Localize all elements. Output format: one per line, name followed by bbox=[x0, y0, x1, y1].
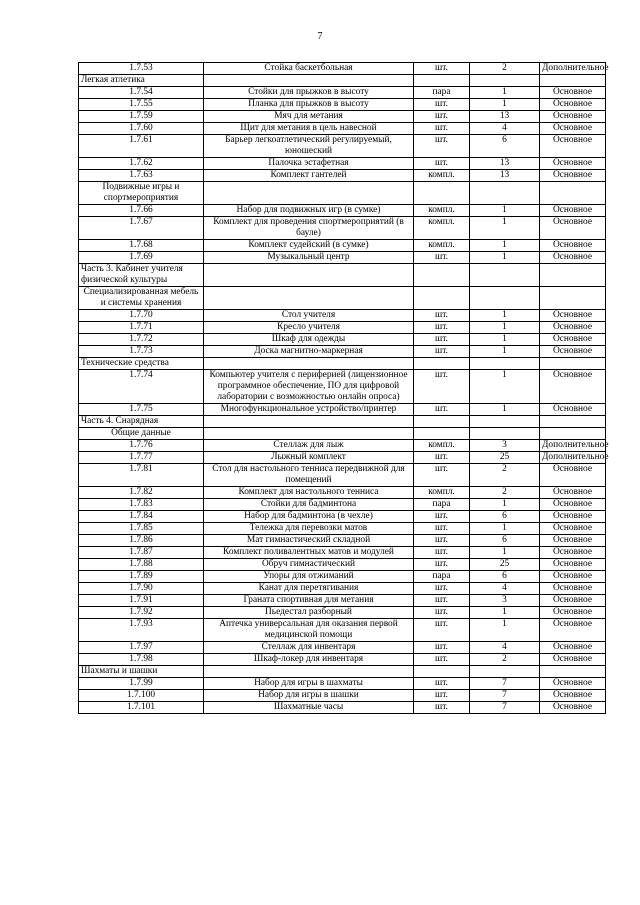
item-quantity-cell: 1 bbox=[470, 547, 540, 559]
table-row bbox=[79, 535, 606, 547]
empty-cell bbox=[414, 287, 470, 310]
item-type-cell: Основное bbox=[540, 217, 606, 240]
table-row bbox=[79, 99, 606, 111]
section-row bbox=[79, 416, 606, 428]
item-type-cell: Основное bbox=[540, 87, 606, 99]
item-number-cell: 1.7.59 bbox=[79, 111, 204, 123]
item-quantity-cell: 2 bbox=[470, 654, 540, 666]
empty-cell bbox=[540, 666, 606, 678]
item-name-cell: Тележка для перевозки матов bbox=[204, 523, 414, 535]
section-title-cell: Легкая атлетика bbox=[79, 75, 204, 87]
equipment-table-body bbox=[79, 63, 609, 714]
table-row bbox=[79, 511, 606, 523]
empty-cell bbox=[204, 75, 414, 87]
empty-cell bbox=[470, 287, 540, 310]
item-unit-cell: шт. bbox=[414, 642, 470, 654]
item-name-cell: Обруч гимнастический bbox=[204, 559, 414, 571]
item-name-cell: Стеллаж для лыж bbox=[204, 440, 414, 452]
item-name-cell: Пьедестал разборный bbox=[204, 607, 414, 619]
item-quantity-cell: 13 bbox=[470, 158, 540, 170]
item-unit-cell: шт. bbox=[414, 135, 470, 158]
item-unit-cell: шт. bbox=[414, 63, 470, 75]
item-number-cell: 1.7.84 bbox=[79, 511, 204, 523]
item-number-cell: 1.7.100 bbox=[79, 690, 204, 702]
empty-cell bbox=[204, 264, 414, 287]
table-row bbox=[79, 322, 606, 334]
empty-cell bbox=[414, 264, 470, 287]
item-quantity-cell: 1 bbox=[470, 370, 540, 404]
item-number-cell: 1.7.86 bbox=[79, 535, 204, 547]
item-name-cell: Упоры для отжиманий bbox=[204, 571, 414, 583]
table-row bbox=[79, 346, 606, 358]
item-unit-cell: шт. bbox=[414, 464, 470, 487]
empty-cell bbox=[414, 416, 470, 428]
item-number-cell: 1.7.72 bbox=[79, 334, 204, 346]
item-name-cell: Канат для перетягивания bbox=[204, 583, 414, 595]
table-row bbox=[79, 678, 606, 690]
item-unit-cell: шт. bbox=[414, 404, 470, 416]
item-quantity-cell: 13 bbox=[470, 111, 540, 123]
item-number-cell: 1.7.97 bbox=[79, 642, 204, 654]
table-row bbox=[79, 607, 606, 619]
item-unit-cell: компл. bbox=[414, 205, 470, 217]
item-unit-cell: шт. bbox=[414, 654, 470, 666]
item-number-cell: 1.7.76 bbox=[79, 440, 204, 452]
item-number-cell: 1.7.85 bbox=[79, 523, 204, 535]
item-number-cell: 1.7.61 bbox=[79, 135, 204, 158]
item-name-cell: Комплект для проведения спортмероприятий (в бауле) bbox=[204, 217, 414, 240]
item-number-cell: 1.7.67 bbox=[79, 217, 204, 240]
item-type-cell: Дополнительное bbox=[540, 63, 606, 75]
item-type-cell: Основное bbox=[540, 310, 606, 322]
item-name-cell: Аптечка универсальная для оказания первой медицинской помощи bbox=[204, 619, 414, 642]
item-name-cell: Стойка баскетбольная bbox=[204, 63, 414, 75]
item-unit-cell: шт. bbox=[414, 583, 470, 595]
section-row bbox=[79, 264, 606, 287]
item-name-cell: Компьютер учителя с периферией (лицензионное программное обеспечение, ПО для цифровой лаборатории с возможностью онлайн опроса) bbox=[204, 370, 414, 404]
empty-cell bbox=[470, 75, 540, 87]
table-row bbox=[79, 464, 606, 487]
item-type-cell: Основное bbox=[540, 346, 606, 358]
item-name-cell: Доска магнитно-маркерная bbox=[204, 346, 414, 358]
item-number-cell: 1.7.71 bbox=[79, 322, 204, 334]
item-name-cell: Граната спортивная для метания bbox=[204, 595, 414, 607]
item-type-cell: Основное bbox=[540, 535, 606, 547]
empty-cell bbox=[470, 416, 540, 428]
item-name-cell: Щит для метания в цель навесной bbox=[204, 123, 414, 135]
item-unit-cell: шт. bbox=[414, 619, 470, 642]
empty-cell bbox=[414, 666, 470, 678]
table-row bbox=[79, 559, 606, 571]
item-name-cell: Планка для прыжков в высоту bbox=[204, 99, 414, 111]
empty-cell bbox=[204, 182, 414, 205]
item-number-cell: 1.7.60 bbox=[79, 123, 204, 135]
item-name-cell: Шкаф-локер для инвентаря bbox=[204, 654, 414, 666]
section-row bbox=[79, 75, 606, 87]
item-quantity-cell: 1 bbox=[470, 607, 540, 619]
empty-cell bbox=[470, 358, 540, 370]
item-type-cell: Основное bbox=[540, 205, 606, 217]
item-unit-cell: шт. bbox=[414, 678, 470, 690]
item-type-cell: Основное bbox=[540, 240, 606, 252]
item-unit-cell: шт. bbox=[414, 690, 470, 702]
item-quantity-cell: 1 bbox=[470, 619, 540, 642]
item-unit-cell: шт. bbox=[414, 322, 470, 334]
item-type-cell: Основное bbox=[540, 334, 606, 346]
item-type-cell: Дополнительное bbox=[540, 452, 606, 464]
item-type-cell: Основное bbox=[540, 99, 606, 111]
item-name-cell: Комплект гантелей bbox=[204, 170, 414, 182]
empty-cell bbox=[204, 287, 414, 310]
item-quantity-cell: 7 bbox=[470, 702, 540, 714]
empty-cell bbox=[470, 666, 540, 678]
item-name-cell: Комплект судейский (в сумке) bbox=[204, 240, 414, 252]
item-quantity-cell: 2 bbox=[470, 63, 540, 75]
item-name-cell: Стол учителя bbox=[204, 310, 414, 322]
item-number-cell: 1.7.63 bbox=[79, 170, 204, 182]
empty-cell bbox=[540, 416, 606, 428]
item-unit-cell: компл. bbox=[414, 170, 470, 182]
item-type-cell: Основное bbox=[540, 702, 606, 714]
table-row bbox=[79, 702, 606, 714]
subsection-row bbox=[79, 182, 606, 205]
subsection-row bbox=[79, 287, 606, 310]
item-number-cell: 1.7.93 bbox=[79, 619, 204, 642]
item-name-cell: Музыкальный центр bbox=[204, 252, 414, 264]
item-type-cell: Основное bbox=[540, 252, 606, 264]
item-number-cell: 1.7.98 bbox=[79, 654, 204, 666]
item-quantity-cell: 1 bbox=[470, 523, 540, 535]
section-title-cell: Специализированная мебель и системы хранения bbox=[79, 287, 204, 310]
item-number-cell: 1.7.54 bbox=[79, 87, 204, 99]
item-name-cell: Комплект для настольного тенниса bbox=[204, 487, 414, 499]
item-unit-cell: шт. bbox=[414, 547, 470, 559]
item-name-cell: Палочка эстафетная bbox=[204, 158, 414, 170]
item-quantity-cell: 1 bbox=[470, 499, 540, 511]
item-quantity-cell: 6 bbox=[470, 135, 540, 158]
item-unit-cell: шт. bbox=[414, 370, 470, 404]
empty-cell bbox=[540, 264, 606, 287]
item-unit-cell: шт. bbox=[414, 123, 470, 135]
item-number-cell: 1.7.53 bbox=[79, 63, 204, 75]
empty-cell bbox=[540, 182, 606, 205]
item-name-cell: Набор для подвижных игр (в сумке) bbox=[204, 205, 414, 217]
item-unit-cell: шт. bbox=[414, 158, 470, 170]
item-number-cell: 1.7.66 bbox=[79, 205, 204, 217]
item-unit-cell: шт. bbox=[414, 252, 470, 264]
item-quantity-cell: 2 bbox=[470, 487, 540, 499]
item-number-cell: 1.7.74 bbox=[79, 370, 204, 404]
section-title-cell: Часть 3. Кабинет учителя физической культуры bbox=[79, 264, 204, 287]
empty-cell bbox=[540, 287, 606, 310]
item-number-cell: 1.7.83 bbox=[79, 499, 204, 511]
item-name-cell: Барьер легкоатлетический регулируемый, юношеский bbox=[204, 135, 414, 158]
item-type-cell: Основное bbox=[540, 642, 606, 654]
item-number-cell: 1.7.89 bbox=[79, 571, 204, 583]
item-number-cell: 1.7.90 bbox=[79, 583, 204, 595]
item-number-cell: 1.7.70 bbox=[79, 310, 204, 322]
item-unit-cell: шт. bbox=[414, 595, 470, 607]
item-unit-cell: шт. bbox=[414, 702, 470, 714]
table-row bbox=[79, 205, 606, 217]
item-unit-cell: шт. bbox=[414, 607, 470, 619]
item-quantity-cell: 1 bbox=[470, 252, 540, 264]
item-quantity-cell: 3 bbox=[470, 440, 540, 452]
section-title-cell: Шахматы и шашки bbox=[79, 666, 204, 678]
item-unit-cell: компл. bbox=[414, 440, 470, 452]
item-type-cell: Основное bbox=[540, 571, 606, 583]
empty-cell bbox=[540, 358, 606, 370]
table-row bbox=[79, 240, 606, 252]
table-row bbox=[79, 217, 606, 240]
empty-cell bbox=[470, 182, 540, 205]
empty-cell bbox=[470, 428, 540, 440]
item-name-cell: Набор для бадминтона (в чехле) bbox=[204, 511, 414, 523]
item-quantity-cell: 1 bbox=[470, 346, 540, 358]
item-name-cell: Многофункциональное устройство/принтер bbox=[204, 404, 414, 416]
item-unit-cell: шт. bbox=[414, 559, 470, 571]
item-number-cell: 1.7.69 bbox=[79, 252, 204, 264]
empty-cell bbox=[414, 182, 470, 205]
item-number-cell: 1.7.87 bbox=[79, 547, 204, 559]
item-unit-cell: шт. bbox=[414, 310, 470, 322]
table-row bbox=[79, 87, 606, 99]
empty-cell bbox=[470, 264, 540, 287]
section-row bbox=[79, 666, 606, 678]
subsection-row bbox=[79, 428, 606, 440]
item-quantity-cell: 2 bbox=[470, 464, 540, 487]
item-name-cell: Стойки для бадминтона bbox=[204, 499, 414, 511]
item-type-cell: Дополнительное bbox=[540, 440, 606, 452]
item-quantity-cell: 3 bbox=[470, 595, 540, 607]
table-row bbox=[79, 170, 606, 182]
item-number-cell: 1.7.101 bbox=[79, 702, 204, 714]
item-type-cell: Основное bbox=[540, 654, 606, 666]
item-type-cell: Основное bbox=[540, 111, 606, 123]
item-type-cell: Основное bbox=[540, 523, 606, 535]
item-unit-cell: шт. bbox=[414, 523, 470, 535]
table-row bbox=[79, 404, 606, 416]
item-name-cell: Кресло учителя bbox=[204, 322, 414, 334]
table-row bbox=[79, 334, 606, 346]
item-quantity-cell: 4 bbox=[470, 583, 540, 595]
table-row bbox=[79, 654, 606, 666]
item-quantity-cell: 1 bbox=[470, 217, 540, 240]
item-name-cell: Мяч для метания bbox=[204, 111, 414, 123]
item-type-cell: Основное bbox=[540, 583, 606, 595]
item-unit-cell: компл. bbox=[414, 240, 470, 252]
item-name-cell: Мат гимнастический складной bbox=[204, 535, 414, 547]
item-name-cell: Стойки для прыжков в высоту bbox=[204, 87, 414, 99]
item-quantity-cell: 1 bbox=[470, 334, 540, 346]
item-quantity-cell: 25 bbox=[470, 559, 540, 571]
item-type-cell: Основное bbox=[540, 487, 606, 499]
item-quantity-cell: 1 bbox=[470, 87, 540, 99]
item-quantity-cell: 4 bbox=[470, 642, 540, 654]
empty-cell bbox=[414, 75, 470, 87]
table-row bbox=[79, 63, 606, 75]
table-row bbox=[79, 158, 606, 170]
item-unit-cell: шт. bbox=[414, 452, 470, 464]
table-row bbox=[79, 135, 606, 158]
item-number-cell: 1.7.88 bbox=[79, 559, 204, 571]
item-name-cell: Лыжный комплект bbox=[204, 452, 414, 464]
table-row bbox=[79, 690, 606, 702]
section-row bbox=[79, 358, 606, 370]
item-number-cell: 1.7.91 bbox=[79, 595, 204, 607]
empty-cell bbox=[414, 428, 470, 440]
item-name-cell: Набор для игры в шашки bbox=[204, 690, 414, 702]
item-type-cell: Основное bbox=[540, 511, 606, 523]
item-quantity-cell: 7 bbox=[470, 678, 540, 690]
item-type-cell: Основное bbox=[540, 607, 606, 619]
empty-cell bbox=[414, 358, 470, 370]
page-number: 7 bbox=[317, 31, 323, 42]
item-number-cell: 1.7.99 bbox=[79, 678, 204, 690]
item-type-cell: Основное bbox=[540, 404, 606, 416]
empty-cell bbox=[204, 416, 414, 428]
item-number-cell: 1.7.68 bbox=[79, 240, 204, 252]
table-row bbox=[79, 499, 606, 511]
item-unit-cell: шт. bbox=[414, 535, 470, 547]
empty-cell bbox=[204, 666, 414, 678]
item-type-cell: Основное bbox=[540, 678, 606, 690]
item-type-cell: Основное bbox=[540, 464, 606, 487]
empty-cell bbox=[204, 428, 414, 440]
item-number-cell: 1.7.73 bbox=[79, 346, 204, 358]
item-quantity-cell: 1 bbox=[470, 240, 540, 252]
table-row bbox=[79, 595, 606, 607]
table-row bbox=[79, 487, 606, 499]
item-type-cell: Основное bbox=[540, 158, 606, 170]
table-row bbox=[79, 571, 606, 583]
item-quantity-cell: 1 bbox=[470, 99, 540, 111]
item-unit-cell: пара bbox=[414, 571, 470, 583]
section-title-cell: Общие данные bbox=[79, 428, 204, 440]
item-name-cell: Комплект поливалентных матов и модулей bbox=[204, 547, 414, 559]
item-type-cell: Основное bbox=[540, 619, 606, 642]
item-unit-cell: пара bbox=[414, 87, 470, 99]
item-type-cell: Основное bbox=[540, 123, 606, 135]
item-number-cell: 1.7.77 bbox=[79, 452, 204, 464]
empty-cell bbox=[540, 428, 606, 440]
item-type-cell: Основное bbox=[540, 135, 606, 158]
table-row bbox=[79, 583, 606, 595]
item-name-cell: Стол для настольного тенниса передвижной для помещений bbox=[204, 464, 414, 487]
item-quantity-cell: 1 bbox=[470, 205, 540, 217]
item-quantity-cell: 1 bbox=[470, 404, 540, 416]
table-row bbox=[79, 440, 606, 452]
item-type-cell: Основное bbox=[540, 690, 606, 702]
table-row bbox=[79, 111, 606, 123]
table-row bbox=[79, 523, 606, 535]
table-row bbox=[79, 547, 606, 559]
item-type-cell: Основное bbox=[540, 547, 606, 559]
table-row bbox=[79, 642, 606, 654]
item-type-cell: Основное bbox=[540, 170, 606, 182]
item-unit-cell: шт. bbox=[414, 511, 470, 523]
item-unit-cell: шт. bbox=[414, 99, 470, 111]
item-quantity-cell: 4 bbox=[470, 123, 540, 135]
item-type-cell: Основное bbox=[540, 370, 606, 404]
table-row bbox=[79, 452, 606, 464]
item-quantity-cell: 13 bbox=[470, 170, 540, 182]
item-number-cell: 1.7.92 bbox=[79, 607, 204, 619]
item-unit-cell: шт. bbox=[414, 334, 470, 346]
item-quantity-cell: 25 bbox=[470, 452, 540, 464]
item-unit-cell: шт. bbox=[414, 111, 470, 123]
item-quantity-cell: 1 bbox=[470, 310, 540, 322]
item-unit-cell: шт. bbox=[414, 346, 470, 358]
item-number-cell: 1.7.81 bbox=[79, 464, 204, 487]
item-quantity-cell: 1 bbox=[470, 322, 540, 334]
item-quantity-cell: 6 bbox=[470, 511, 540, 523]
empty-cell bbox=[204, 358, 414, 370]
item-unit-cell: компл. bbox=[414, 217, 470, 240]
item-type-cell: Основное bbox=[540, 499, 606, 511]
item-unit-cell: компл. bbox=[414, 487, 470, 499]
item-name-cell: Шахматные часы bbox=[204, 702, 414, 714]
table-row bbox=[79, 123, 606, 135]
item-type-cell: Основное bbox=[540, 559, 606, 571]
item-number-cell: 1.7.75 bbox=[79, 404, 204, 416]
item-number-cell: 1.7.62 bbox=[79, 158, 204, 170]
section-title-cell: Подвижные игры и спортмероприятия bbox=[79, 182, 204, 205]
item-number-cell: 1.7.82 bbox=[79, 487, 204, 499]
item-type-cell: Основное bbox=[540, 322, 606, 334]
item-quantity-cell: 7 bbox=[470, 690, 540, 702]
section-title-cell: Технические средства bbox=[79, 358, 204, 370]
item-quantity-cell: 6 bbox=[470, 535, 540, 547]
empty-cell bbox=[540, 75, 606, 87]
item-unit-cell: пара bbox=[414, 499, 470, 511]
equipment-table bbox=[78, 62, 609, 714]
item-name-cell: Шкаф для одежды bbox=[204, 334, 414, 346]
item-name-cell: Набор для игры в шахматы bbox=[204, 678, 414, 690]
table-row bbox=[79, 619, 606, 642]
section-title-cell: Часть 4. Снарядная bbox=[79, 416, 204, 428]
item-name-cell: Стеллаж для инвентаря bbox=[204, 642, 414, 654]
table-row bbox=[79, 310, 606, 322]
item-number-cell: 1.7.55 bbox=[79, 99, 204, 111]
item-type-cell: Основное bbox=[540, 595, 606, 607]
table-row bbox=[79, 252, 606, 264]
item-quantity-cell: 6 bbox=[470, 571, 540, 583]
table-row bbox=[79, 370, 606, 404]
